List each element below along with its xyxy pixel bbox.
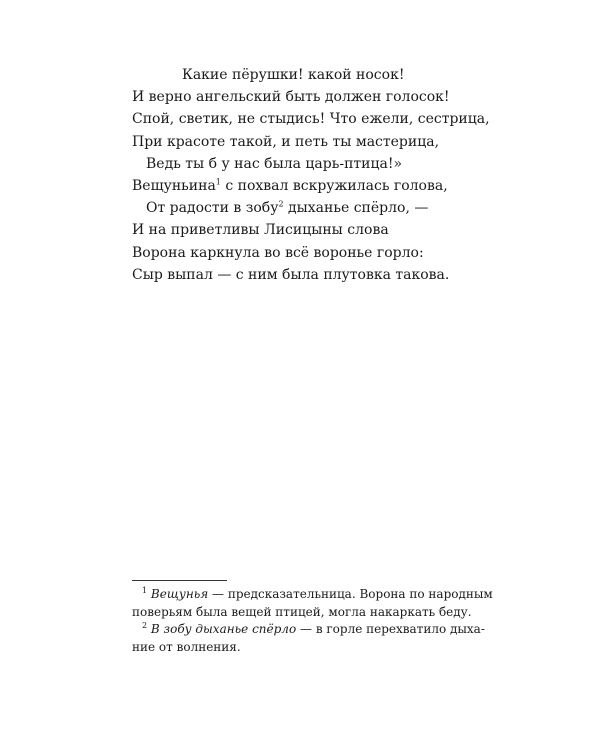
footnote-text: — в горле перехватило дыха- [296, 622, 485, 636]
poem-line: Сыр выпал — с ним была плутовка такова. [132, 266, 450, 283]
poem-line-text: Вещуньина [132, 178, 216, 195]
poem-line: И на приветливы Лисицыны слова [132, 222, 389, 239]
footnote-term: Вещунья [150, 587, 209, 601]
footnote-ref-1[interactable]: 1 [215, 177, 221, 187]
footnote-number: 1 [142, 586, 148, 595]
poem-line: Какие пёрушки! какой носок! [182, 67, 405, 83]
poem-line-text: дыханье спёрло, — [283, 200, 429, 217]
poem-line-text: с похвал вскружилась голова, [220, 178, 448, 195]
poem-line: При красоте такой, и петь ты мастерица, [132, 133, 440, 150]
footnote-2-cont: ние от волнения. [132, 639, 241, 654]
poem-line: Ворона каркнула во всё воронье горло: [132, 244, 424, 261]
poem-line-text: От радости в зобу [146, 200, 279, 217]
footnote-1 [132, 586, 493, 604]
footnote-ref-2[interactable]: 2 [278, 199, 284, 209]
footnote-divider [132, 580, 227, 581]
footnote-term: В зобу дыханье спёрло [150, 622, 297, 636]
poem-line [132, 175, 492, 197]
footnote-number: 2 [142, 621, 148, 630]
footnote-text: — предсказательница. Ворона по народным [208, 587, 493, 601]
footnote-1-cont: поверьям была вещей птицей, могла накаркать беду. [132, 604, 472, 619]
poem-line: Ведь ты б у нас была царь-птица!» [146, 155, 403, 172]
footnote-2 [132, 621, 485, 639]
poem-line: И верно ангельский быть должен голосок! [132, 89, 450, 106]
poem-line: Спой, светик, не стыдись! Что ежели, сестрица, [132, 111, 490, 128]
poem-line [132, 197, 492, 219]
footnotes [132, 586, 493, 656]
poem-text [132, 64, 492, 286]
